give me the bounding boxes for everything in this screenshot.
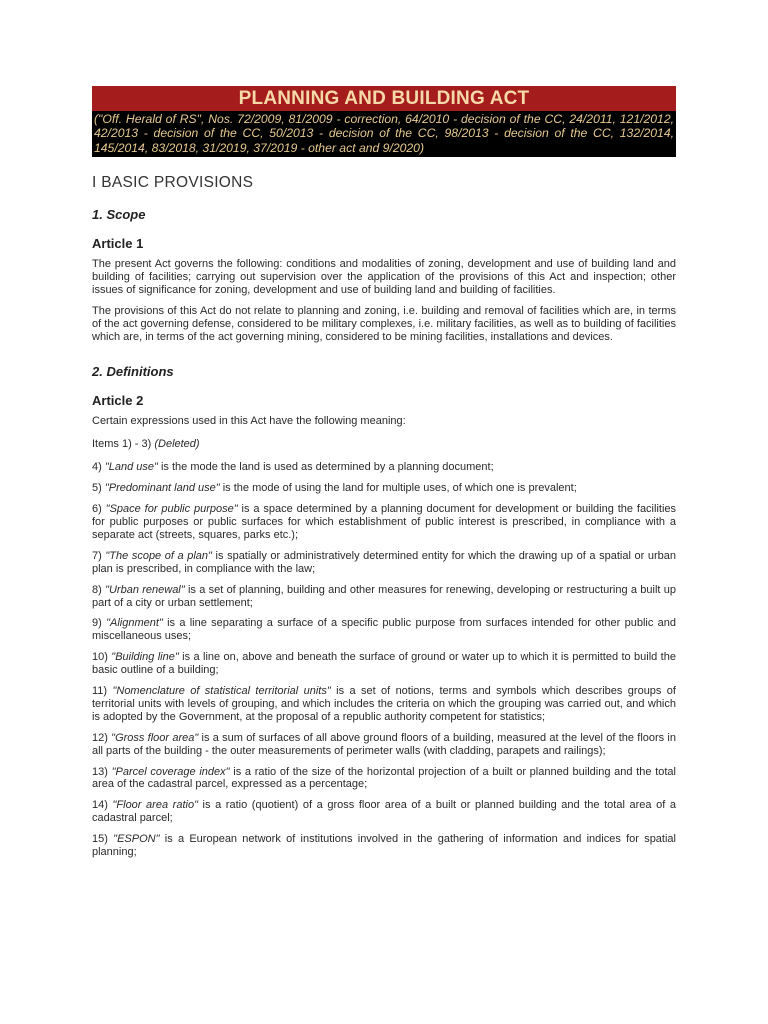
article-1-paragraph-1: The present Act governs the following: conditions and modalities of zoning, development and use of building land and building of facilities; carrying out supervision over the application of the provisions of this Act and inspection; other issues of significance for zoning, development and use of building land and building of facilities. bbox=[92, 258, 676, 296]
definition-number: 10) bbox=[92, 651, 112, 664]
definition-item bbox=[92, 651, 676, 677]
definition-text: is a space determined by a planning document for development or building the facilities for public purposes or public surfaces for which establishment of public interest is prescribed, in compliance with a separate act (streets, squares, parks etc.); bbox=[92, 503, 677, 541]
definition-item bbox=[92, 766, 676, 792]
definition-text: is a line on, above and beneath the surface of ground or water up to which it is permitted to build the basic outline of a building; bbox=[92, 651, 676, 677]
document-body bbox=[92, 174, 676, 867]
definition-text: is a sum of surfaces of all above ground floors of a building, measured at the level of the floors in all parts of the building - the outer measurements of perimeter walls (with cladding, parapets and railings); bbox=[92, 731, 676, 757]
document-title: PLANNING AND BUILDING ACT bbox=[92, 86, 676, 111]
definition-term: "Space for public purpose" bbox=[105, 503, 238, 516]
definition-item bbox=[92, 482, 676, 495]
official-herald-reference: ("Off. Herald of RS", Nos. 72/2009, 81/2009 - correction, 64/2010 - decision of the CC, 24/2011, 121/2012, 42/2013 - decision of the CC, 50/2013 - decision of the CC, 98/2013 - decision of the CC, 132/2014, 145/2014, 83/2018, 31/2019, 37/2019 - other act and 9/2020) bbox=[92, 111, 676, 157]
definition-item bbox=[92, 799, 676, 825]
definition-term: "Parcel coverage index" bbox=[111, 765, 230, 778]
definition-text: is spatially or administratively determined entity for which the drawing up of a spatial or urban plan is prescribed, in compliance with the law; bbox=[92, 549, 676, 575]
definition-item bbox=[92, 503, 676, 542]
definition-text: is a ratio of the size of the horizontal projection of a built or planned building and the total area of the cadastral parcel, expressed as a percentage; bbox=[92, 765, 676, 791]
definition-item bbox=[92, 685, 676, 724]
definition-number: 7) bbox=[92, 549, 106, 562]
definition-term: "Predominant land use" bbox=[104, 482, 220, 495]
definition-number: 8) bbox=[92, 583, 106, 596]
definition-term: "Land use" bbox=[104, 461, 158, 474]
deleted-items bbox=[92, 438, 676, 451]
article-2-intro: Certain expressions used in this Act have the following meaning: bbox=[92, 415, 406, 428]
definition-item bbox=[92, 461, 676, 474]
definition-number: 14) bbox=[92, 799, 113, 812]
article-2-heading: Article 2 bbox=[92, 393, 144, 409]
definition-text: is the mode the land is used as determined by a planning document; bbox=[157, 461, 494, 474]
definition-item bbox=[92, 833, 676, 859]
definition-term: "The scope of a plan" bbox=[105, 549, 212, 562]
definition-text: is the mode of using the land for multiple uses, of which one is prevalent; bbox=[219, 482, 577, 495]
section-heading-scope: 1. Scope bbox=[92, 207, 146, 222]
definition-item bbox=[92, 584, 676, 610]
definitions-list bbox=[92, 461, 676, 859]
definition-number: 12) bbox=[92, 731, 112, 744]
definition-number: 11) bbox=[92, 685, 113, 698]
definition-number: 9) bbox=[92, 617, 107, 630]
definition-term: "Urban renewal" bbox=[105, 583, 185, 596]
definition-item bbox=[92, 550, 676, 576]
definition-text: is a ratio (quotient) of a gross floor area of a built or planned building and the total area of a cadastral parcel; bbox=[92, 799, 676, 825]
title-banner bbox=[92, 86, 676, 157]
definition-term: "Floor area ratio" bbox=[112, 799, 198, 812]
definition-text: is a set of planning, building and other measures for renewing, developing or restructuring a built up part of a city or urban settlement; bbox=[92, 583, 676, 609]
definition-number: 5) bbox=[92, 482, 105, 495]
deleted-items-prefix: Items 1) - 3) bbox=[92, 438, 155, 451]
definition-number: 15) bbox=[92, 833, 114, 846]
definition-item bbox=[92, 617, 676, 643]
deleted-note: (Deleted) bbox=[154, 438, 200, 451]
article-1-heading: Article 1 bbox=[92, 236, 144, 251]
definition-term: "ESPON" bbox=[113, 833, 160, 846]
section-heading-definitions: 2. Definitions bbox=[92, 364, 174, 380]
definition-item bbox=[92, 732, 676, 758]
definition-term: "Alignment" bbox=[106, 617, 163, 630]
definition-term: "Gross floor area" bbox=[111, 731, 199, 744]
definition-term: "Building line" bbox=[111, 651, 179, 664]
definition-number: 6) bbox=[92, 503, 106, 516]
definition-text: is a set of notions, terms and symbols which describes groups of territorial units with levels of grouping, and which includes the criteria on which the grouping was carried out, and which is adopted by the Government, at the proposal of a republic authority competent for statistics; bbox=[92, 685, 676, 723]
part-heading: I BASIC PROVISIONS bbox=[92, 174, 254, 191]
definition-text: is a line separating a surface of a specific public purpose from surfaces intended for other public and miscellaneous uses; bbox=[92, 617, 677, 643]
definition-number: 13) bbox=[92, 765, 112, 778]
definition-term: "Nomenclature of statistical territorial units" bbox=[112, 685, 331, 698]
definition-text: is a European network of institutions involved in the gathering of information and indices for spatial planning; bbox=[92, 833, 676, 859]
article-1-paragraph-2: The provisions of this Act do not relate to planning and zoning, i.e. building and removal of facilities which are, in terms of the act governing defense, considered to be military complexes, i.e. military facilities, as well as to building of facilities which are, in terms of the act governing mining, considered to be mining facilities, installations and devices. bbox=[92, 304, 676, 343]
definition-number: 4) bbox=[92, 461, 105, 474]
